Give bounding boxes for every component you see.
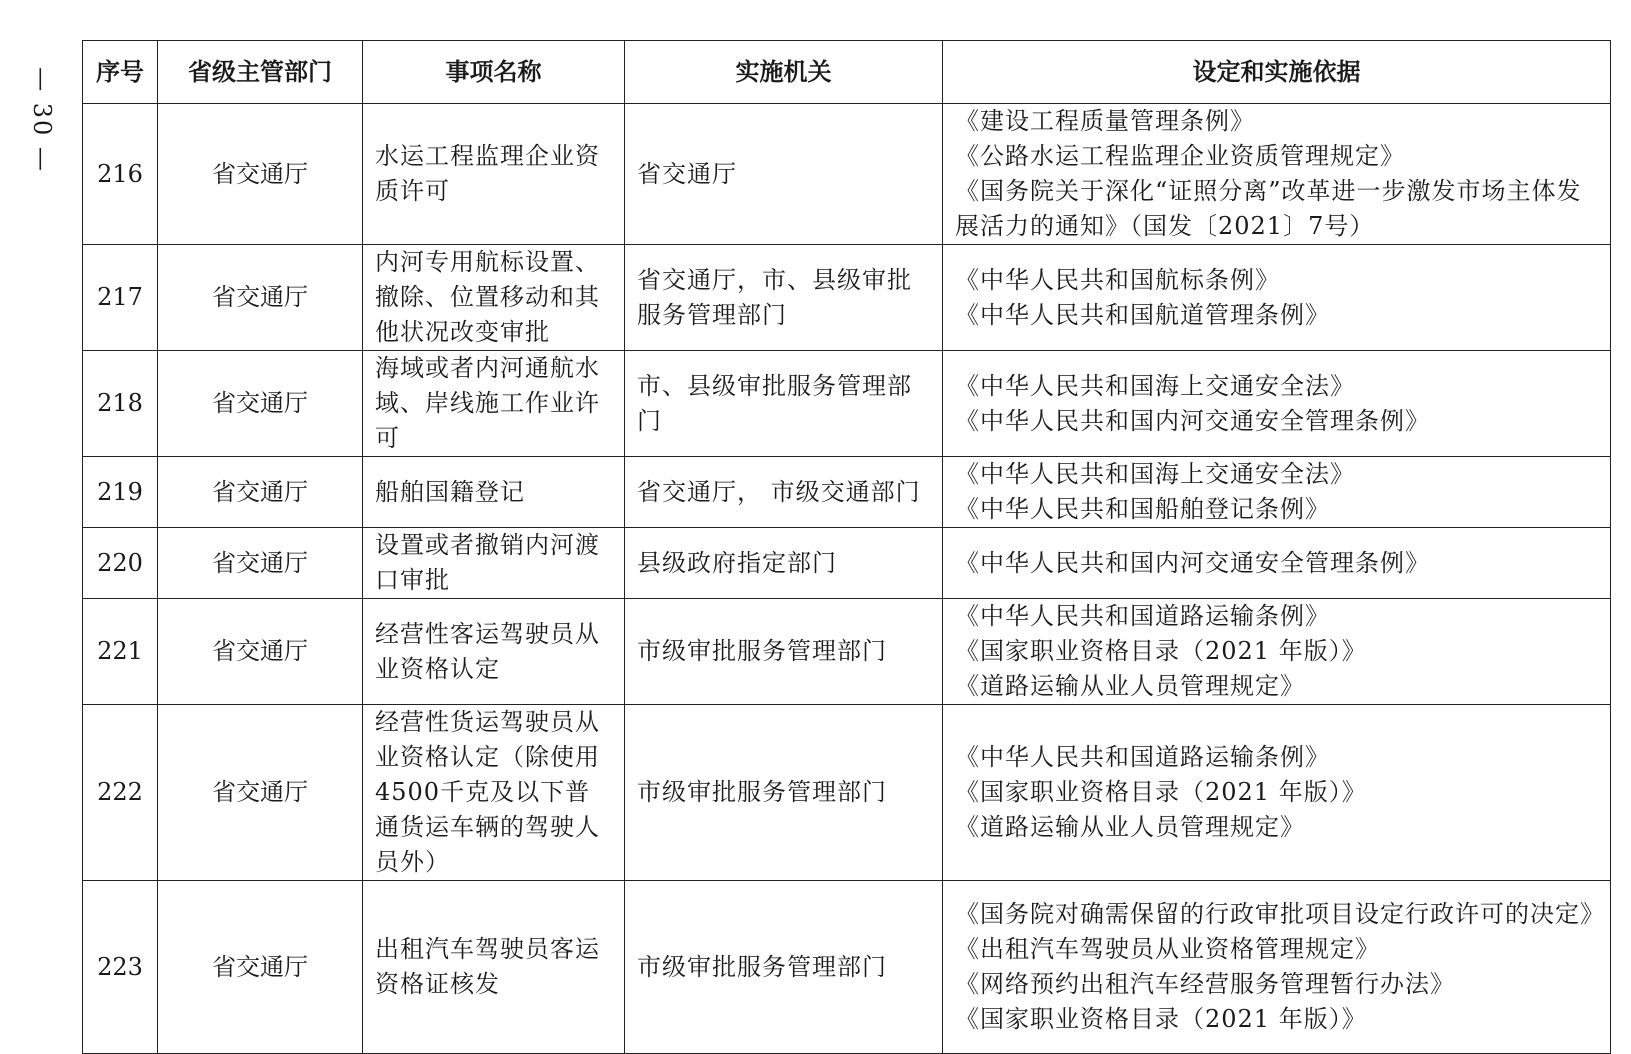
department-cell: 省交通厅 bbox=[158, 104, 363, 245]
item-name-cell: 设置或者撤销内河渡口审批 bbox=[363, 528, 625, 599]
header-legal-basis: 设定和实施依据 bbox=[943, 41, 1611, 104]
authority-cell: 市级审批服务管理部门 bbox=[625, 881, 943, 1054]
table-header-row bbox=[83, 41, 1611, 104]
basis-line: 《道路运输从业人员管理规定》 bbox=[955, 672, 1305, 700]
item-name-cell: 出租汽车驾驶员客运资格证核发 bbox=[363, 881, 625, 1054]
item-name-cell: 船舶国籍登记 bbox=[363, 457, 625, 528]
serial-number-cell: 220 bbox=[83, 528, 158, 599]
header-item-name: 事项名称 bbox=[363, 41, 625, 104]
basis-line: 《国家职业资格目录（2021 年版）》 bbox=[955, 778, 1367, 806]
department-cell: 省交通厅 bbox=[158, 351, 363, 457]
basis-line: 《中华人民共和国内河交通安全管理条例》 bbox=[955, 406, 1430, 435]
basis-line: 《中华人民共和国内河交通安全管理条例》 bbox=[955, 548, 1430, 577]
authority-cell: 市级审批服务管理部门 bbox=[625, 705, 943, 881]
page-number bbox=[22, 60, 62, 180]
table-row bbox=[83, 457, 1611, 528]
basis-line: 《中华人民共和国船舶登记条例》 bbox=[955, 495, 1330, 523]
basis-line: 《道路运输从业人员管理规定》 bbox=[955, 813, 1305, 841]
department-cell: 省交通厅 bbox=[158, 599, 363, 705]
table-row bbox=[83, 104, 1611, 245]
authority-cell: 市级审批服务管理部门 bbox=[625, 599, 943, 705]
legal-basis-cell bbox=[943, 528, 1611, 599]
table-row bbox=[83, 881, 1611, 1054]
approval-items-table bbox=[82, 40, 1611, 1054]
basis-line: 《中华人民共和国道路运输条例》 bbox=[955, 743, 1330, 771]
serial-number-cell: 223 bbox=[83, 881, 158, 1054]
authority-cell: 省交通厅，市、县级审批服务管理部门 bbox=[625, 245, 943, 351]
header-serial-number: 序号 bbox=[83, 41, 158, 104]
serial-number-cell: 219 bbox=[83, 457, 158, 528]
item-name-cell: 经营性货运驾驶员从业资格认定（除使用4500千克及以下普通货运车辆的驾驶人员外） bbox=[363, 705, 625, 881]
basis-line: 《国务院对确需保留的行政审批项目设定行政许可的决定》 bbox=[955, 900, 1605, 928]
legal-basis-cell bbox=[943, 104, 1611, 245]
legal-basis-cell bbox=[943, 881, 1611, 1054]
basis-line: 《国家职业资格目录（2021 年版）》 bbox=[955, 637, 1367, 665]
authority-cell: 市、县级审批服务管理部门 bbox=[625, 351, 943, 457]
department-cell: 省交通厅 bbox=[158, 528, 363, 599]
table-row bbox=[83, 351, 1611, 457]
authority-cell: 省交通厅， 市级交通部门 bbox=[625, 457, 943, 528]
header-provincial-department: 省级主管部门 bbox=[158, 41, 363, 104]
serial-number-cell: 222 bbox=[83, 705, 158, 881]
item-name-cell: 内河专用航标设置、撤除、位置移动和其他状况改变审批 bbox=[363, 245, 625, 351]
item-name-cell: 水运工程监理企业资质许可 bbox=[363, 104, 625, 245]
header-implementing-authority: 实施机关 bbox=[625, 41, 943, 104]
item-name-cell: 经营性客运驾驶员从业资格认定 bbox=[363, 599, 625, 705]
basis-line: 《网络预约出租汽车经营服务管理暂行办法》 bbox=[955, 970, 1455, 998]
table-row bbox=[83, 245, 1611, 351]
legal-basis-cell bbox=[943, 351, 1611, 457]
authority-cell: 县级政府指定部门 bbox=[625, 528, 943, 599]
basis-line: 《中华人民共和国海上交通安全法》 bbox=[955, 460, 1355, 488]
serial-number-cell: 218 bbox=[83, 351, 158, 457]
page-number-text: — 30 — bbox=[28, 67, 57, 173]
department-cell: 省交通厅 bbox=[158, 705, 363, 881]
item-name-cell: 海域或者内河通航水域、岸线施工作业许可 bbox=[363, 351, 625, 457]
legal-basis-cell bbox=[943, 599, 1611, 705]
serial-number-cell: 217 bbox=[83, 245, 158, 351]
basis-line: 《国务院关于深化“证照分离”改革进一步激发市场主体发展活力的通知》（国发〔2021〕7号） bbox=[955, 177, 1582, 240]
authority-cell: 省交通厅 bbox=[625, 104, 943, 245]
basis-line: 《中华人民共和国航标条例》 bbox=[955, 265, 1280, 294]
table-row bbox=[83, 599, 1611, 705]
serial-number-cell: 216 bbox=[83, 104, 158, 245]
basis-line: 《中华人民共和国道路运输条例》 bbox=[955, 602, 1330, 630]
legal-basis-cell bbox=[943, 705, 1611, 881]
department-cell: 省交通厅 bbox=[158, 881, 363, 1054]
basis-line: 《出租汽车驾驶员从业资格管理规定》 bbox=[955, 935, 1380, 963]
department-cell: 省交通厅 bbox=[158, 245, 363, 351]
basis-line: 《中华人民共和国航道管理条例》 bbox=[955, 300, 1330, 329]
legal-basis-cell bbox=[943, 245, 1611, 351]
basis-line: 《国家职业资格目录（2021 年版）》 bbox=[955, 1005, 1367, 1033]
department-cell: 省交通厅 bbox=[158, 457, 363, 528]
basis-line: 《公路水运工程监理企业资质管理规定》 bbox=[955, 142, 1405, 170]
table-row bbox=[83, 528, 1611, 599]
basis-line: 《建设工程质量管理条例》 bbox=[955, 107, 1255, 135]
serial-number-cell: 221 bbox=[83, 599, 158, 705]
basis-line: 《中华人民共和国海上交通安全法》 bbox=[955, 371, 1355, 400]
table-row bbox=[83, 705, 1611, 881]
legal-basis-cell bbox=[943, 457, 1611, 528]
